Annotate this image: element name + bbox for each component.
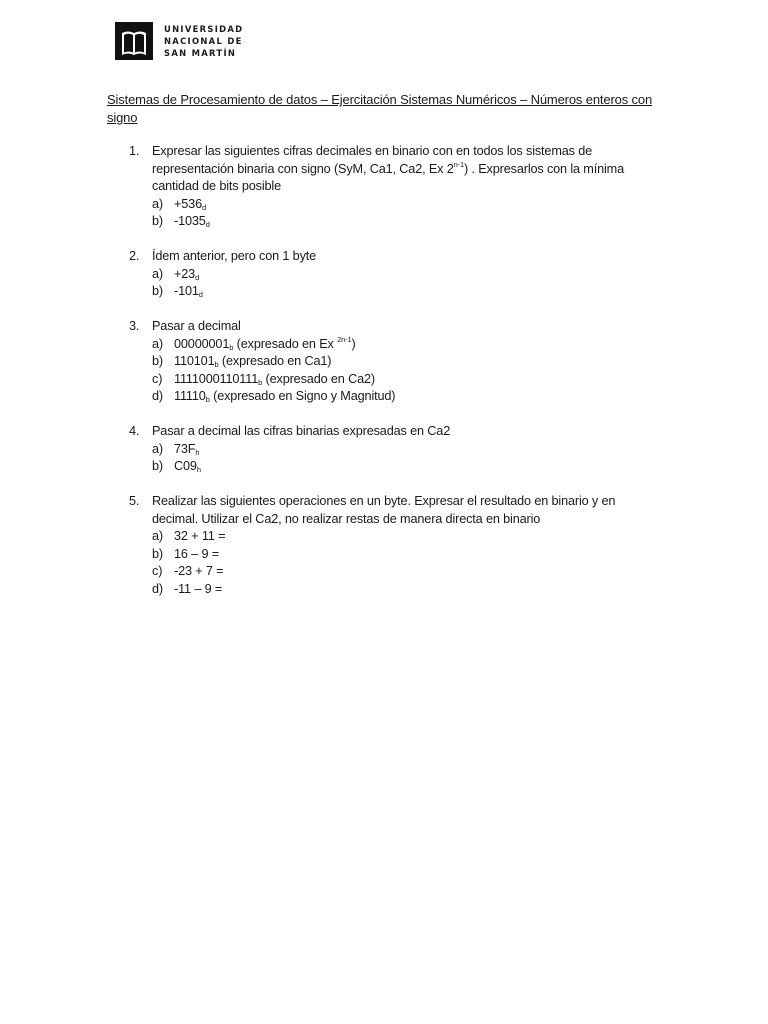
option-item <box>152 213 639 231</box>
document-title: Sistemas de Procesamiento de datos – Ejercitación Sistemas Numéricos – Números enteros con signo <box>107 92 653 125</box>
question-number: 5. <box>129 494 140 508</box>
subscript: d <box>195 272 200 282</box>
option-item <box>152 546 639 564</box>
option-value: $C09_h$ <box>174 459 201 474</box>
question-text: Realizar las siguientes operaciones en un byte. Expresar el resultado en binario y en decimal. Utilizar el Ca2, no realizar restas de manera directa en binario <box>152 494 616 526</box>
question-text: Ídem anterior, pero con 1 byte <box>152 249 317 263</box>
option-value: -23 + 7 = <box>174 564 224 578</box>
subscript: h <box>196 465 201 474</box>
question-number: 4. <box>129 424 140 438</box>
option-letter: a) <box>152 529 163 543</box>
option-letter: b) <box>152 546 163 561</box>
option-item <box>152 266 639 284</box>
book-logo-icon <box>115 22 153 60</box>
option-value: 32 + 11 = <box>174 529 226 543</box>
question-number: 1. <box>129 144 140 158</box>
option-item <box>152 336 639 354</box>
option-value: $00000001_b$ (expresado en Ex $^{2n-1}$) <box>174 334 356 352</box>
option-item <box>152 283 639 301</box>
question-4 <box>129 423 639 476</box>
option-letter: d) <box>152 389 163 403</box>
subscript: b <box>258 377 263 387</box>
option-value: $73F_h$ <box>174 441 200 457</box>
logo-line-2: NACIONAL DE <box>164 36 243 46</box>
question-text: Pasar a decimal <box>152 319 241 333</box>
option-letter: a) <box>152 266 163 281</box>
subscript: d <box>201 202 207 212</box>
option-letter: c) <box>152 564 163 578</box>
superscript: 2n-1 <box>337 334 352 344</box>
logo-line-1: UNIVERSIDAD <box>164 24 244 34</box>
option-value: 16 – 9 = <box>174 546 220 561</box>
subscript: d <box>205 220 210 229</box>
option-item <box>152 388 639 406</box>
superscript: n-1 <box>453 159 465 169</box>
option-item <box>152 458 639 476</box>
option-value: $11110_b$ (expresado en Signo y Magnitud) <box>174 389 396 404</box>
subscript: b <box>214 360 219 369</box>
option-letter: b) <box>152 354 163 368</box>
question-number: 2. <box>129 249 140 263</box>
university-logo <box>115 21 243 61</box>
question-5 <box>129 493 639 598</box>
option-value: $-101_d$ <box>174 284 203 299</box>
option-item <box>152 563 639 581</box>
option-value: $1111000110111_b$ (expresado en Ca2) <box>174 371 375 387</box>
option-item <box>152 196 639 214</box>
subscript: h <box>195 447 200 457</box>
option-item <box>152 441 639 459</box>
exercise-list <box>129 143 639 616</box>
option-letter: c) <box>152 371 163 386</box>
option-letter: d) <box>152 581 163 596</box>
option-item <box>152 353 639 371</box>
subscript: b <box>229 342 234 352</box>
university-name <box>164 23 243 59</box>
option-item <box>152 528 639 546</box>
option-item <box>152 371 639 389</box>
option-letter: a) <box>152 336 163 351</box>
option-value: -11 – 9 = <box>174 581 223 596</box>
option-letter: b) <box>152 214 163 228</box>
option-value: $+23_d$ <box>174 266 200 282</box>
logo-line-3: SAN MARTÍN <box>164 48 237 58</box>
option-value: $+536_d$ <box>174 196 207 212</box>
subscript: d <box>198 290 203 299</box>
option-item <box>152 581 639 599</box>
question-text: Expresar las siguientes cifras decimales en binario con en todos los sistemas de representación binaria con signo (SyM, Ca1, Ca2, Ex 2$^{n-1}$) . Expresarlos con la mínima cantidad de bits posible <box>152 144 624 193</box>
question-number: 3. <box>129 319 140 333</box>
option-letter: a) <box>152 196 163 211</box>
subscript: b <box>205 395 210 404</box>
question-text: Pasar a decimal las cifras binarias expresadas en Ca2 <box>152 424 451 438</box>
question-2 <box>129 248 639 301</box>
option-value: $-1035_d$ <box>174 214 210 229</box>
option-value: $110101_b$ (expresado en Ca1) <box>174 354 332 369</box>
option-letter: a) <box>152 441 163 456</box>
question-3 <box>129 318 639 406</box>
option-letter: b) <box>152 284 163 298</box>
question-1 <box>129 143 639 231</box>
option-letter: b) <box>152 459 163 473</box>
